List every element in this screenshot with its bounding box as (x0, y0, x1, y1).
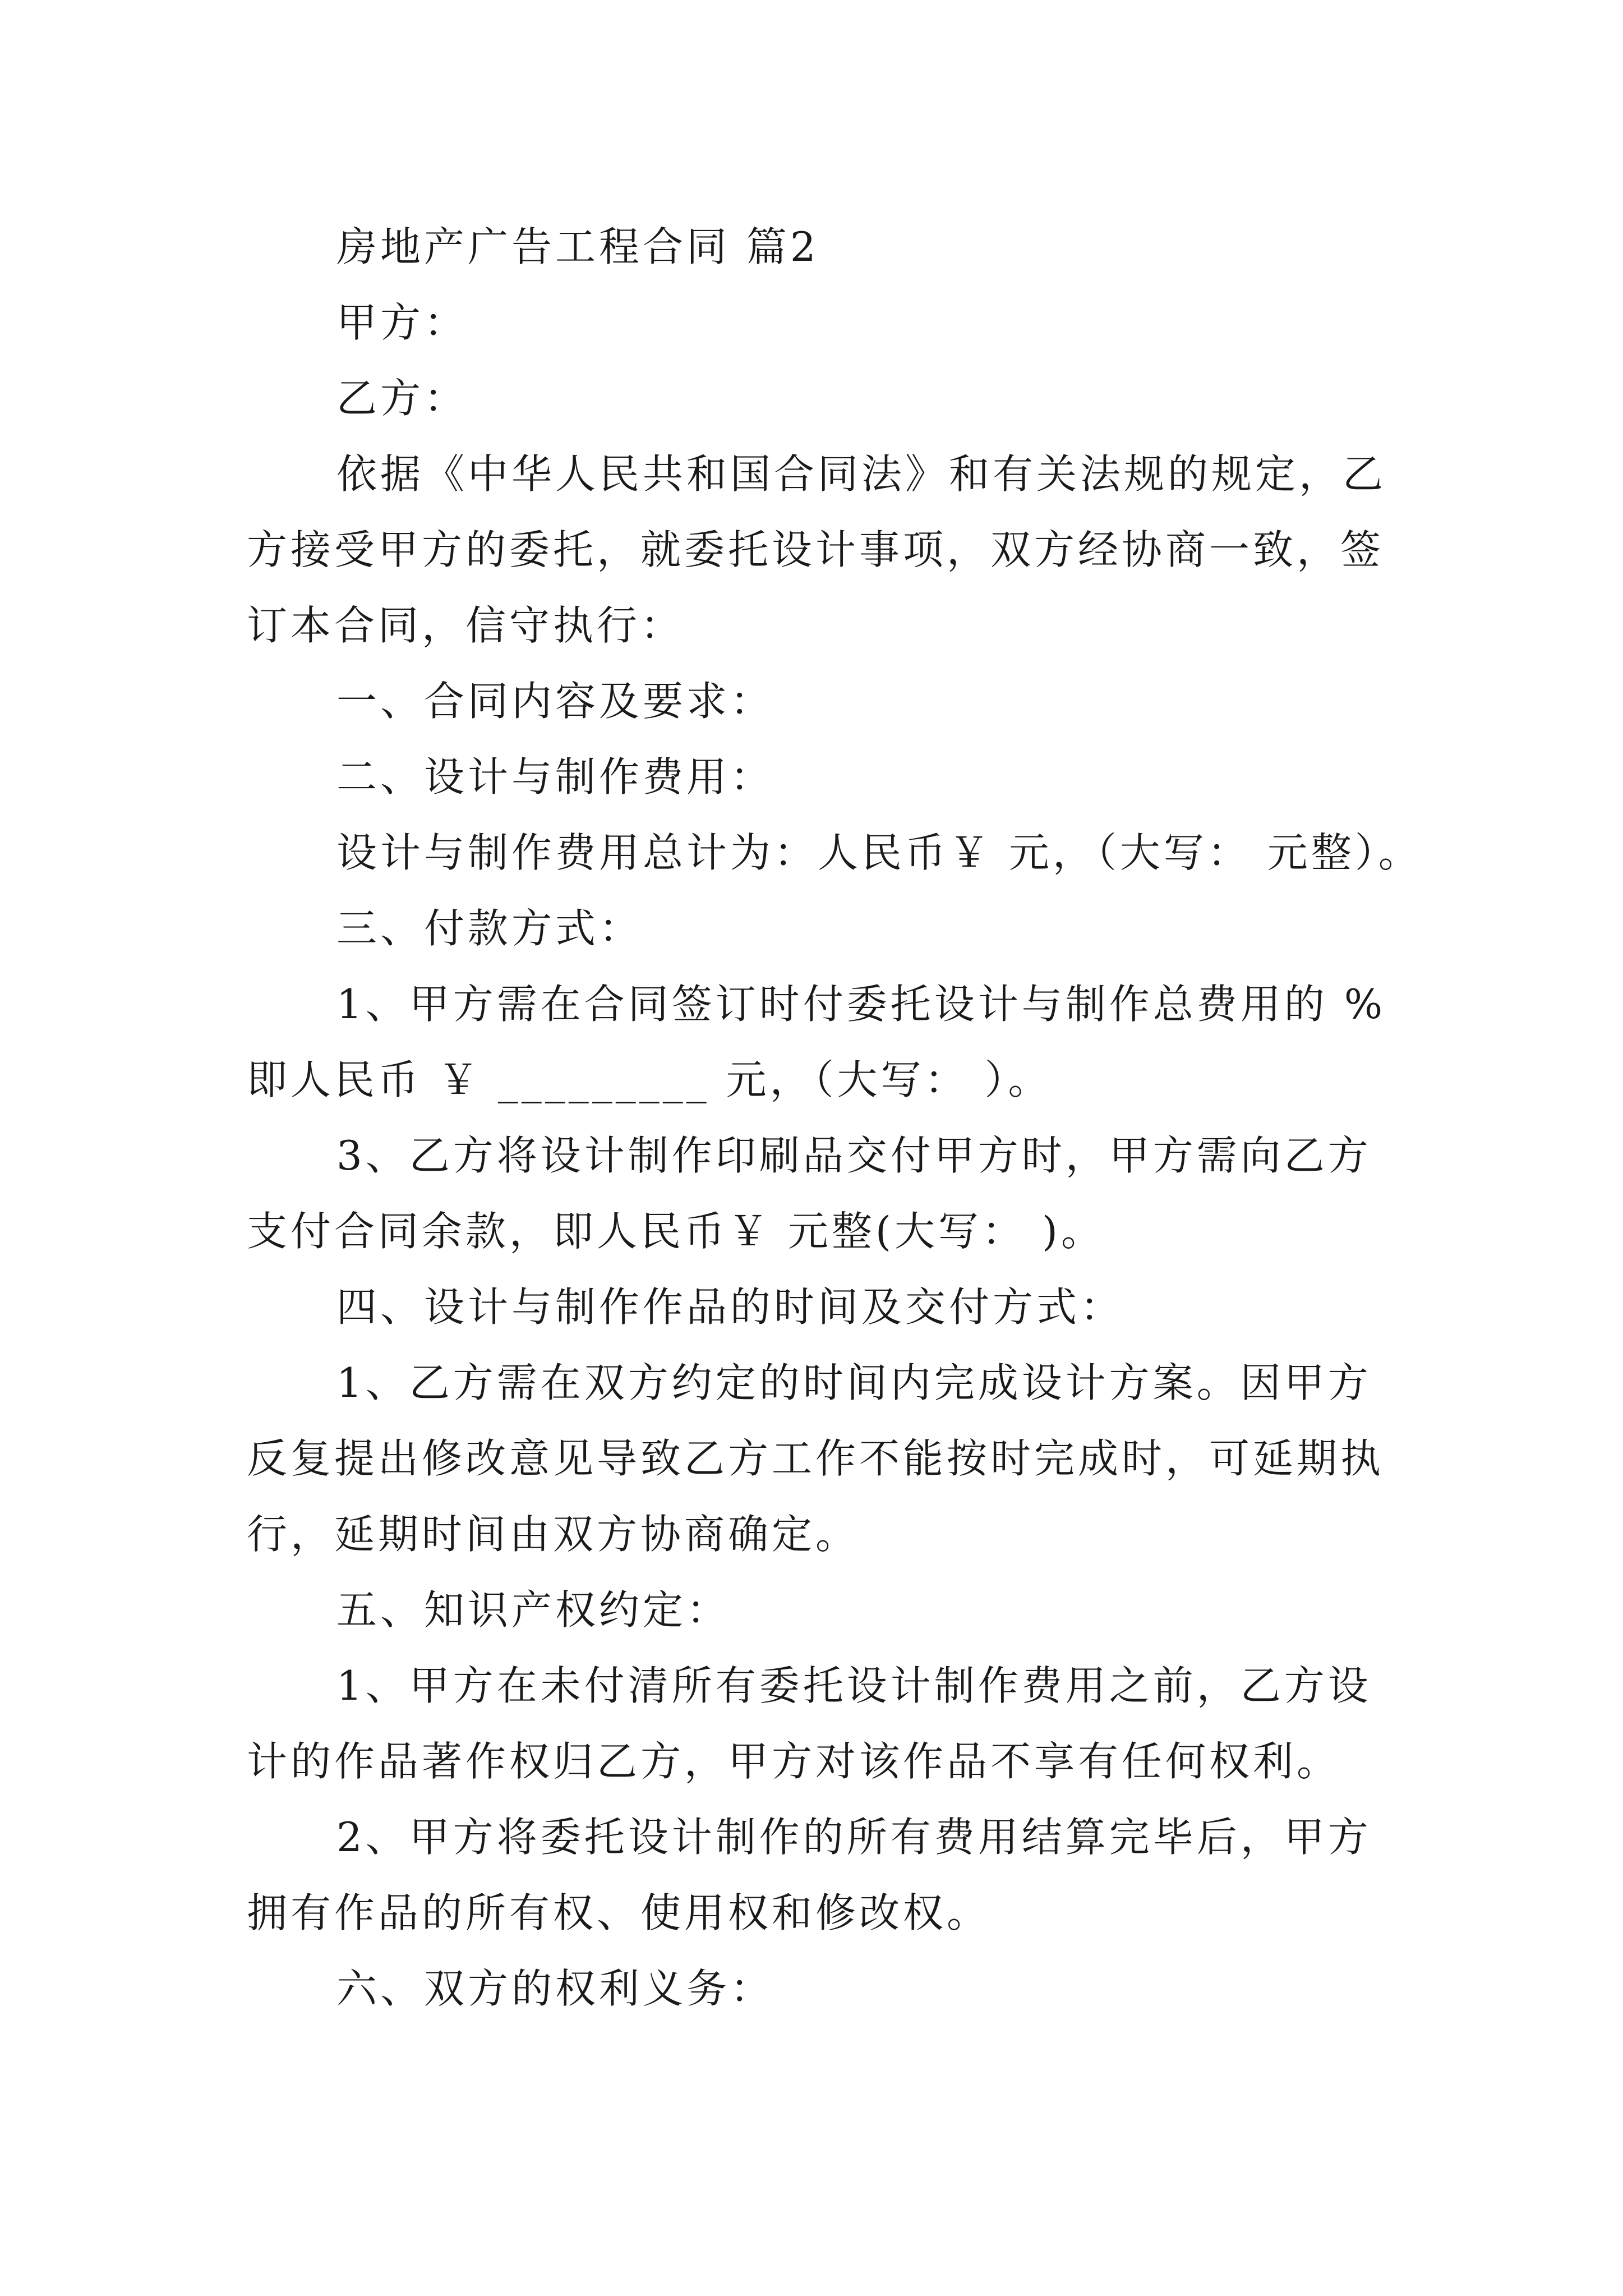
payment-3-line-2: 支付合同余款，即人民币￥ 元整(大写： )。 (247, 1208, 1105, 1255)
schedule-1-line-2: 反复提出修改意见导致乙方工作不能按时完成时，可延期执 (247, 1435, 1385, 1482)
section-heading-5: 五、知识产权约定： (336, 1586, 731, 1634)
payment-3-line-1: 3、乙方将设计制作印刷品交付甲方时，甲方需向乙方 (336, 1132, 1372, 1179)
schedule-1-line-3: 行，延期时间由双方协商确定。 (247, 1511, 860, 1558)
document-title: 房地产广告工程合同 篇2 (336, 223, 819, 270)
party-b-label: 乙方： (336, 375, 468, 422)
section-heading-1: 一、合同内容及要求： (336, 678, 774, 725)
payment-1-line-1: 1、甲方需在合同签订时付委托设计与制作总费用的 % (336, 981, 1386, 1028)
intro-line-2: 方接受甲方的委托，就委托设计事项，双方经协商一致，签 (247, 526, 1385, 573)
section-heading-4: 四、设计与制作作品的时间及交付方式： (336, 1283, 1124, 1331)
party-a-label: 甲方： (336, 299, 468, 346)
schedule-1-line-1: 1、乙方需在双方约定的时间内完成设计方案。因甲方 (336, 1359, 1372, 1406)
section-heading-6: 六、双方的权利义务： (336, 1965, 774, 2012)
ip-1-line-1: 1、甲方在未付清所有委托设计制作费用之前，乙方设 (336, 1662, 1372, 1709)
payment-1-line-2: 即人民币 ￥ _________ 元，（大写： ）。 (247, 1056, 1052, 1103)
intro-line-1: 依据《中华人民共和国合同法》和有关法规的规定，乙 (336, 450, 1387, 498)
section-heading-3: 三、付款方式： (336, 905, 643, 952)
ip-2-line-2: 拥有作品的所有权、使用权和修改权。 (247, 1889, 991, 1936)
fee-total-line: 设计与制作费用总计为：人民币￥ 元，（大写： 元整）。 (336, 829, 1422, 876)
ip-1-line-2: 计的作品著作权归乙方，甲方对该作品不享有任何权利。 (247, 1738, 1341, 1785)
intro-line-3: 订本合同，信守执行： (247, 602, 685, 649)
ip-2-line-1: 2、甲方将委托设计制作的所有费用结算完毕后，甲方 (336, 1814, 1372, 1861)
section-heading-2: 二、设计与制作费用： (336, 753, 774, 800)
